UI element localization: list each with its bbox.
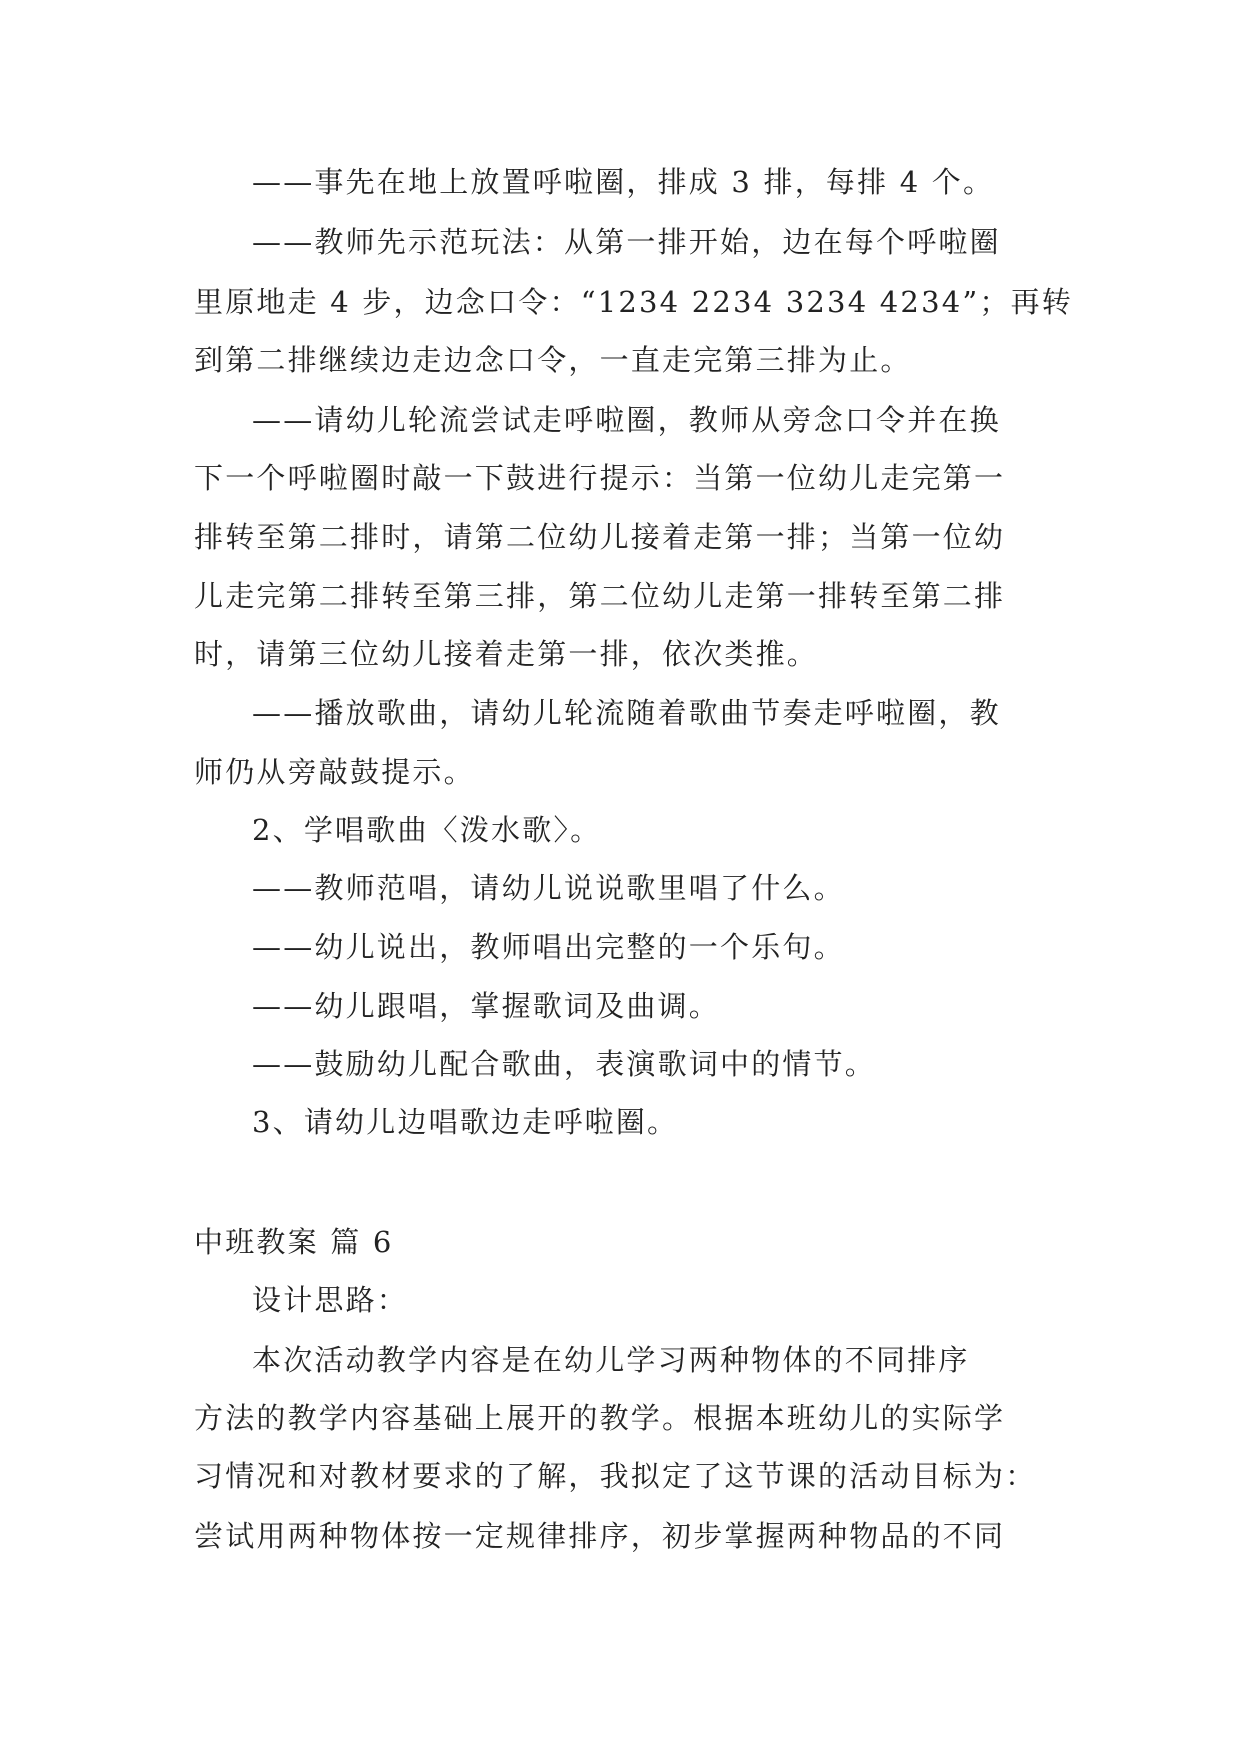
section-item: 2、学唱歌曲〈泼水歌〉。 <box>252 813 602 847</box>
paragraph-line: 儿走完第二排转至第三排，第二位幼儿走第一排转至第二排 <box>194 579 1006 613</box>
paragraph-line: ——鼓励幼儿配合歌曲，表演歌词中的情节。 <box>252 1047 877 1081</box>
paragraph-line: 下一个呼啦圈时敲一下鼓进行提示：当第一位幼儿走完第一 <box>194 461 1006 495</box>
paragraph-line: 师仍从旁敲鼓提示。 <box>194 755 475 789</box>
paragraph-line: ——事先在地上放置呼啦圈，排成 3 排，每排 4 个。 <box>252 165 995 199</box>
section-item: 3、请幼儿边唱歌边走呼啦圈。 <box>252 1105 679 1139</box>
paragraph-line: 尝试用两种物体按一定规律排序，初步掌握两种物品的不同 <box>194 1519 1006 1553</box>
paragraph-line: ——幼儿说出，教师唱出完整的一个乐句。 <box>252 930 845 964</box>
paragraph-line: 里原地走 4 步，边念口令：“1234 2234 3234 4234”；再转 <box>194 285 1074 319</box>
paragraph-line: 时，请第三位幼儿接着走第一排，依次类推。 <box>194 637 819 671</box>
paragraph-line: 排转至第二排时，请第二位幼儿接着走第一排；当第一位幼 <box>194 520 1006 554</box>
subheading: 设计思路： <box>252 1283 409 1317</box>
paragraph-line: 方法的教学内容基础上展开的教学。根据本班幼儿的实际学 <box>194 1401 1006 1435</box>
paragraph-line: 习情况和对教材要求的了解，我拟定了这节课的活动目标为： <box>194 1459 1037 1493</box>
paragraph-line: ——幼儿跟唱，掌握歌词及曲调。 <box>252 989 721 1023</box>
paragraph-line: ——请幼儿轮流尝试走呼啦圈，教师从旁念口令并在换 <box>252 403 1001 437</box>
paragraph-line: ——教师先示范玩法：从第一排开始，边在每个呼啦圈 <box>252 225 1001 259</box>
paragraph-line: ——播放歌曲，请幼儿轮流随着歌曲节奏走呼啦圈，教 <box>252 696 1001 730</box>
paragraph-line: ——教师范唱，请幼儿说说歌里唱了什么。 <box>252 871 845 905</box>
paragraph-line: 到第二排继续边走边念口令，一直走完第三排为止。 <box>194 343 912 377</box>
section-heading: 中班教案 篇 6 <box>194 1225 394 1259</box>
paragraph-line: 本次活动教学内容是在幼儿学习两种物体的不同排序 <box>252 1343 970 1377</box>
